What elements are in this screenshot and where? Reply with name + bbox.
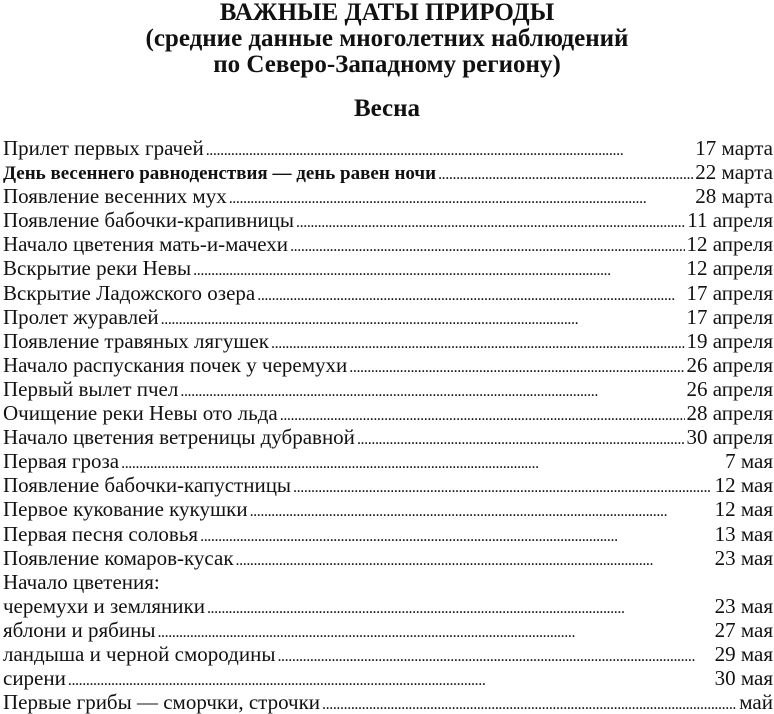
list-item — [3, 570, 773, 594]
dot-leader — [157, 621, 712, 642]
entry-label: Появление комаров-кусак — [3, 545, 234, 570]
entry-date: 29 мая — [714, 641, 773, 666]
entry-label: Первые грибы — сморчки, строчки — [3, 690, 321, 714]
page-title: ВАЖНЫЕ ДАТЫ ПРИРОДЫ — [219, 0, 555, 26]
entry-label: Появление бабочки-крапивницы — [3, 208, 295, 233]
section-heading: Весна — [353, 95, 421, 122]
entry-date: 12 апреля — [686, 232, 773, 257]
entry-label: Появление травяных лягушек — [3, 328, 270, 353]
dot-leader — [357, 428, 685, 449]
dot-leader — [257, 284, 684, 305]
entry-date: май — [739, 690, 773, 714]
entry-label: Прилет первых грачей — [3, 136, 204, 160]
dot-leader — [349, 356, 684, 377]
entry-date: 30 мая — [714, 666, 773, 691]
title-block — [0, 0, 774, 78]
list-item — [3, 160, 773, 184]
entry-date: 12 мая — [714, 473, 773, 498]
dot-leader — [293, 476, 713, 497]
dot-leader — [200, 525, 713, 546]
entry-label: Первая песня соловья — [3, 521, 199, 546]
entry-label: Появление весенних мух — [3, 184, 227, 209]
entry-date: 23 мая — [714, 593, 773, 618]
entries-list — [0, 136, 773, 714]
entry-label: Появление бабочки-капустницы — [3, 473, 292, 498]
entry-date: 12 апреля — [686, 256, 773, 281]
entry-date: 17 марта — [695, 136, 773, 160]
list-item — [3, 329, 773, 353]
list-item — [3, 425, 773, 449]
dot-leader — [68, 669, 713, 690]
dot-leader — [236, 549, 713, 570]
list-item — [3, 136, 773, 160]
page-subtitle-line-1: (средние данные многолетних наблюдений — [145, 25, 629, 52]
entry-label: Вскрытие реки Невы — [3, 256, 192, 281]
entry-date: 26 апреля — [686, 376, 773, 401]
list-item — [3, 256, 773, 280]
entry-label: черемухи и земляники — [3, 593, 205, 618]
list-item — [3, 401, 773, 425]
entry-label: Первая гроза — [3, 449, 120, 474]
list-item — [3, 690, 773, 714]
entry-date: 13 мая — [714, 521, 773, 546]
dot-leader — [161, 308, 685, 329]
list-item — [3, 305, 773, 329]
list-item — [3, 594, 773, 618]
page-subtitle-line-2: по Северо-Западному региону) — [213, 51, 561, 78]
list-item — [3, 546, 773, 570]
entry-label: День весеннего равноденствия — день равен ночи — [3, 163, 437, 185]
list-item — [3, 449, 773, 473]
entry-label: Начало распускания почек у черемухи — [3, 352, 348, 377]
list-item — [3, 642, 773, 666]
entry-date: 28 апреля — [686, 401, 773, 426]
list-item — [3, 497, 773, 521]
list-item — [3, 377, 773, 401]
dot-leader — [250, 500, 713, 521]
entry-label: Начало цветения ветреницы дубравной — [3, 425, 355, 450]
entry-label: Первый вылет пчел — [3, 376, 179, 401]
dot-leader — [438, 163, 693, 184]
entry-label: сирени — [3, 666, 66, 691]
dot-leader — [206, 139, 694, 160]
dot-leader — [121, 452, 723, 473]
entry-date: 17 апреля — [686, 304, 773, 329]
dot-leader — [296, 211, 685, 232]
dot-leader — [229, 187, 694, 208]
entry-date: 11 апреля — [687, 208, 773, 233]
entry-date: 17 апреля — [686, 280, 773, 305]
entry-date: 26 апреля — [686, 352, 773, 377]
dot-leader — [180, 380, 684, 401]
list-item — [3, 473, 773, 497]
entry-date: 19 апреля — [686, 328, 773, 353]
entry-date: 30 апреля — [686, 425, 773, 450]
list-item — [3, 208, 773, 232]
list-item — [3, 184, 773, 208]
dot-leader — [322, 693, 737, 714]
list-item — [3, 232, 773, 256]
dot-leader — [271, 332, 684, 353]
list-item — [3, 618, 773, 642]
entry-label: ландыша и черной смородины — [3, 641, 276, 666]
entry-label: Начало цветения: — [3, 569, 160, 594]
entry-label: Начало цветения мать-и-мачехи — [3, 232, 289, 257]
list-item — [3, 281, 773, 305]
dot-leader — [280, 404, 685, 425]
entry-date: 27 мая — [714, 617, 773, 642]
entry-date: 22 марта — [695, 160, 773, 185]
dot-leader — [277, 645, 712, 666]
entry-date: 12 мая — [714, 497, 773, 522]
entry-date: 28 марта — [695, 184, 773, 209]
entry-date: 23 мая — [714, 545, 773, 570]
list-item — [3, 666, 773, 690]
entry-label: Очищение реки Невы ото льда — [3, 401, 278, 426]
list-item — [3, 353, 773, 377]
entry-label: Первое кукование кукушки — [3, 497, 248, 522]
entry-label: Вскрытие Ладожского озера — [3, 280, 256, 305]
dot-leader — [193, 259, 684, 280]
list-item — [3, 522, 773, 546]
entry-label: Пролет журавлей — [3, 304, 159, 329]
dot-leader — [207, 597, 713, 618]
entry-label: яблони и рябины — [3, 617, 156, 642]
entry-date: 7 мая — [725, 449, 773, 474]
dot-leader — [290, 235, 684, 256]
